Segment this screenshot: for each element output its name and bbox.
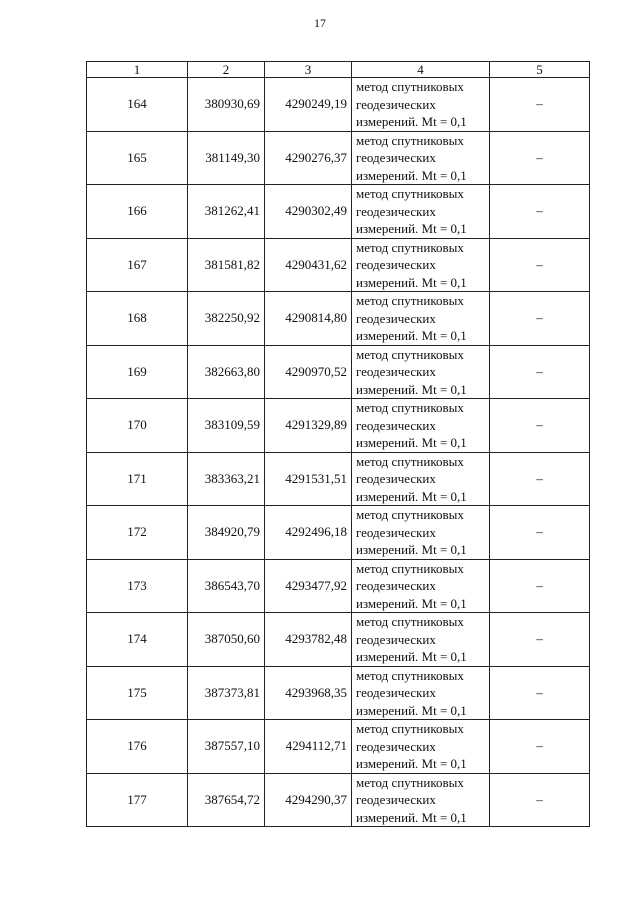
method-line: метод спутниковых xyxy=(356,507,464,522)
table-header-row xyxy=(87,62,590,78)
method-line: метод спутниковых xyxy=(356,667,464,683)
point-number-cell: 164 xyxy=(87,78,188,132)
point-number-cell: 173 xyxy=(87,559,188,613)
x-coordinate-cell: 387557,10 xyxy=(188,720,265,774)
table-row xyxy=(87,345,590,399)
x-coordinate-cell: 387654,72 xyxy=(188,773,265,827)
method-line: измерений. Mt = 0,1 xyxy=(356,702,467,718)
table-row xyxy=(87,613,590,667)
x-coordinate-cell: 386543,70 xyxy=(188,559,265,613)
table-row xyxy=(87,452,590,506)
method-line: метод спутниковых xyxy=(356,614,464,629)
method-cell xyxy=(352,506,490,560)
method-cell xyxy=(352,131,490,185)
method-line: измерений. Mt = 0,1 xyxy=(356,595,467,611)
note-cell: – xyxy=(490,78,590,132)
point-number-cell: 166 xyxy=(87,185,188,239)
table-row xyxy=(87,399,590,453)
note-cell: – xyxy=(490,452,590,506)
point-number-cell: 168 xyxy=(87,292,188,346)
note-cell: – xyxy=(490,185,590,239)
method-line: метод спутниковых xyxy=(356,186,464,201)
method-cell xyxy=(352,345,490,399)
method-line: измерений. Mt = 0,1 xyxy=(356,167,467,183)
x-coordinate-cell: 383363,21 xyxy=(188,452,265,506)
method-line: измерений. Mt = 0,1 xyxy=(356,756,467,771)
column-header-2: 2 xyxy=(188,62,265,78)
column-header-5: 5 xyxy=(490,62,590,78)
column-header-1: 1 xyxy=(87,62,188,78)
method-line: геодезических xyxy=(356,578,436,593)
method-line: измерений. Mt = 0,1 xyxy=(356,221,467,236)
x-coordinate-cell: 382250,92 xyxy=(188,292,265,346)
method-line: метод спутниковых xyxy=(356,79,464,94)
point-number-cell: 175 xyxy=(87,666,188,720)
method-line: геодезических xyxy=(356,150,436,165)
method-cell xyxy=(352,452,490,506)
method-line: геодезических xyxy=(356,310,436,326)
method-line: метод спутниковых xyxy=(356,774,464,790)
table-row xyxy=(87,185,590,239)
note-cell: – xyxy=(490,720,590,774)
x-coordinate-cell: 380930,69 xyxy=(188,78,265,132)
method-cell xyxy=(352,773,490,827)
y-coordinate-cell: 4294112,71 xyxy=(265,720,352,774)
table-row xyxy=(87,666,590,720)
method-line: измерений. Mt = 0,1 xyxy=(356,649,467,664)
method-cell xyxy=(352,720,490,774)
point-number-cell: 167 xyxy=(87,238,188,292)
method-line: метод спутниковых xyxy=(356,721,464,736)
column-header-4: 4 xyxy=(352,62,490,78)
x-coordinate-cell: 382663,80 xyxy=(188,345,265,399)
method-cell xyxy=(352,292,490,346)
method-line: геодезических xyxy=(356,417,436,433)
table-row xyxy=(87,506,590,560)
x-coordinate-cell: 383109,59 xyxy=(188,399,265,453)
point-number-cell: 169 xyxy=(87,345,188,399)
method-line: метод спутниковых xyxy=(356,400,464,415)
y-coordinate-cell: 4290970,52 xyxy=(265,345,352,399)
x-coordinate-cell: 381149,30 xyxy=(188,131,265,185)
x-coordinate-cell: 381581,82 xyxy=(188,238,265,292)
y-coordinate-cell: 4290814,80 xyxy=(265,292,352,346)
y-coordinate-cell: 4290302,49 xyxy=(265,185,352,239)
method-line: измерений. Mt = 0,1 xyxy=(356,381,467,397)
method-line: метод спутниковых xyxy=(356,560,464,576)
table-row xyxy=(87,292,590,346)
method-line: геодезических xyxy=(356,203,436,219)
note-cell: – xyxy=(490,131,590,185)
point-number-cell: 172 xyxy=(87,506,188,560)
y-coordinate-cell: 4292496,18 xyxy=(265,506,352,560)
method-line: геодезических xyxy=(356,738,436,754)
method-line: измерений. Mt = 0,1 xyxy=(356,435,467,450)
note-cell: – xyxy=(490,506,590,560)
method-line: измерений. Mt = 0,1 xyxy=(356,488,467,504)
y-coordinate-cell: 4293782,48 xyxy=(265,613,352,667)
table-row xyxy=(87,559,590,613)
method-line: геодезических xyxy=(356,96,436,112)
method-line: метод спутниковых xyxy=(356,293,464,308)
note-cell: – xyxy=(490,292,590,346)
method-line: геодезических xyxy=(356,792,436,807)
point-number-cell: 176 xyxy=(87,720,188,774)
method-cell xyxy=(352,666,490,720)
column-header-3: 3 xyxy=(265,62,352,78)
method-cell xyxy=(352,78,490,132)
x-coordinate-cell: 384920,79 xyxy=(188,506,265,560)
method-line: измерений. Mt = 0,1 xyxy=(356,114,467,129)
table-row xyxy=(87,78,590,132)
table-row xyxy=(87,238,590,292)
note-cell: – xyxy=(490,666,590,720)
method-cell xyxy=(352,399,490,453)
method-line: метод спутниковых xyxy=(356,132,464,148)
table-body xyxy=(87,78,590,827)
note-cell: – xyxy=(490,773,590,827)
method-line: геодезических xyxy=(356,471,436,486)
point-number-cell: 174 xyxy=(87,613,188,667)
method-line: геодезических xyxy=(356,257,436,272)
point-number-cell: 171 xyxy=(87,452,188,506)
method-line: геодезических xyxy=(356,364,436,379)
y-coordinate-cell: 4291531,51 xyxy=(265,452,352,506)
y-coordinate-cell: 4290276,37 xyxy=(265,131,352,185)
coordinates-table xyxy=(86,61,590,827)
x-coordinate-cell: 387050,60 xyxy=(188,613,265,667)
note-cell: – xyxy=(490,559,590,613)
y-coordinate-cell: 4290249,19 xyxy=(265,78,352,132)
method-line: геодезических xyxy=(356,685,436,700)
table-row xyxy=(87,131,590,185)
table-row xyxy=(87,720,590,774)
x-coordinate-cell: 381262,41 xyxy=(188,185,265,239)
method-cell xyxy=(352,185,490,239)
method-line: измерений. Mt = 0,1 xyxy=(356,809,467,825)
point-number-cell: 177 xyxy=(87,773,188,827)
method-line: геодезических xyxy=(356,631,436,647)
note-cell: – xyxy=(490,399,590,453)
x-coordinate-cell: 387373,81 xyxy=(188,666,265,720)
method-line: метод спутниковых xyxy=(356,453,464,469)
point-number-cell: 165 xyxy=(87,131,188,185)
page-number: 17 xyxy=(314,16,326,30)
y-coordinate-cell: 4291329,89 xyxy=(265,399,352,453)
y-coordinate-cell: 4294290,37 xyxy=(265,773,352,827)
note-cell: – xyxy=(490,345,590,399)
method-cell xyxy=(352,238,490,292)
method-cell xyxy=(352,613,490,667)
method-line: метод спутниковых xyxy=(356,346,464,362)
method-cell xyxy=(352,559,490,613)
table-row xyxy=(87,773,590,827)
note-cell: – xyxy=(490,238,590,292)
note-cell: – xyxy=(490,613,590,667)
method-line: геодезических xyxy=(356,524,436,540)
y-coordinate-cell: 4290431,62 xyxy=(265,238,352,292)
y-coordinate-cell: 4293477,92 xyxy=(265,559,352,613)
method-line: измерений. Mt = 0,1 xyxy=(356,542,467,557)
y-coordinate-cell: 4293968,35 xyxy=(265,666,352,720)
point-number-cell: 170 xyxy=(87,399,188,453)
method-line: метод спутниковых xyxy=(356,239,464,255)
method-line: измерений. Mt = 0,1 xyxy=(356,274,467,290)
method-line: измерений. Mt = 0,1 xyxy=(356,328,467,343)
